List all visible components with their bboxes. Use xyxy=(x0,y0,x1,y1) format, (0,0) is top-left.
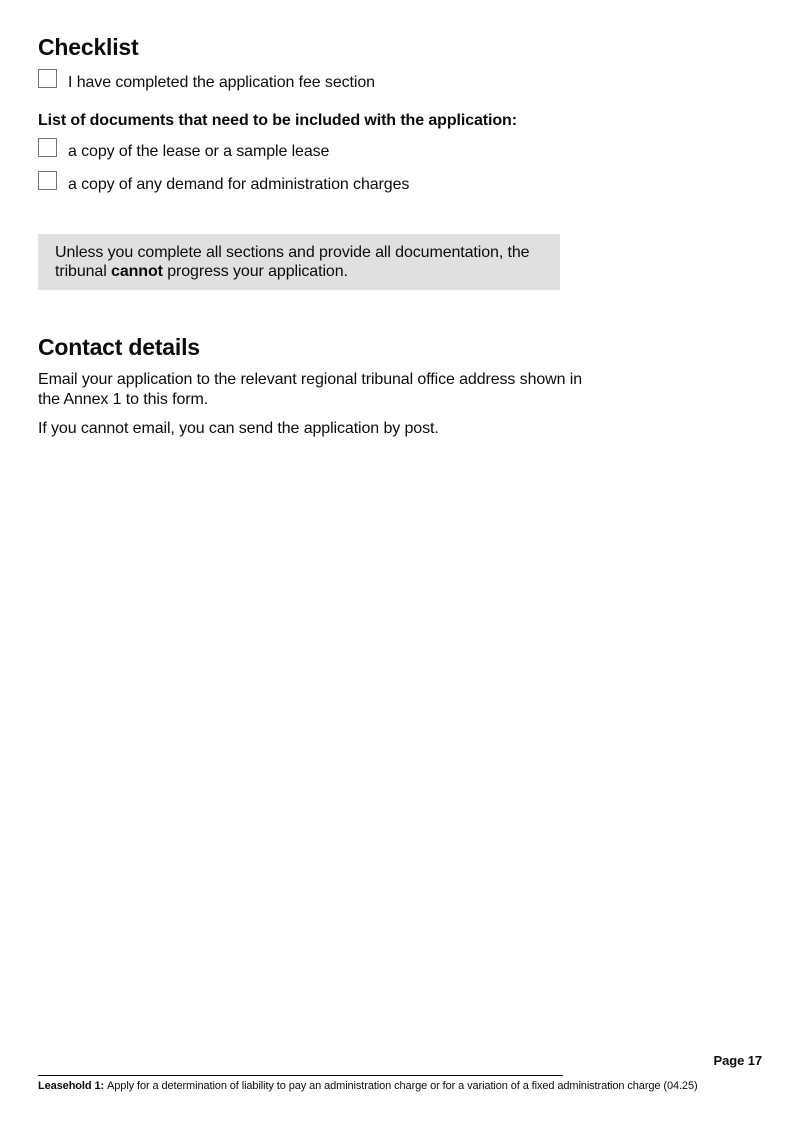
demand-copy-checkbox[interactable] xyxy=(38,171,57,190)
checklist-heading: Checklist xyxy=(38,34,139,60)
warning-notice-box xyxy=(38,234,560,290)
page-content xyxy=(38,34,762,439)
lease-copy-checkbox[interactable] xyxy=(38,138,57,157)
application-fee-checkbox-label: I have completed the application fee section xyxy=(68,74,375,91)
demand-copy-checkbox-label: a copy of any demand for administration charges xyxy=(68,176,410,193)
checklist-item-row xyxy=(38,138,762,162)
contact-post-paragraph: If you cannot email, you can send the application by post. xyxy=(38,420,439,437)
application-fee-checkbox[interactable] xyxy=(38,69,57,88)
contact-email-paragraph: Email your application to the relevant regional tribunal office address shown in the Annex 1 to this form. xyxy=(38,371,583,408)
footer-form-reference xyxy=(38,1079,762,1093)
footer-form-id: Leasehold 1: xyxy=(38,1080,105,1092)
footer-divider xyxy=(38,1075,563,1076)
page-number: Page 17 xyxy=(713,1053,762,1068)
checklist-item-row xyxy=(38,171,762,195)
warning-text-after: progress your application. xyxy=(162,263,348,280)
contact-details-heading: Contact details xyxy=(38,334,200,360)
lease-copy-checkbox-label: a copy of the lease or a sample lease xyxy=(68,143,330,160)
checklist-item-row xyxy=(38,69,762,93)
footer-form-title: Apply for a determination of liability to pay an administration charge or for a variation of a fixed administration charge (04.25) xyxy=(107,1080,698,1092)
warning-bold-word: cannot xyxy=(111,263,163,280)
warning-text-before: Unless you complete all sections and provide all documentation, the tribunal xyxy=(55,244,530,280)
documents-list-heading: List of documents that need to be included with the application: xyxy=(38,112,517,129)
